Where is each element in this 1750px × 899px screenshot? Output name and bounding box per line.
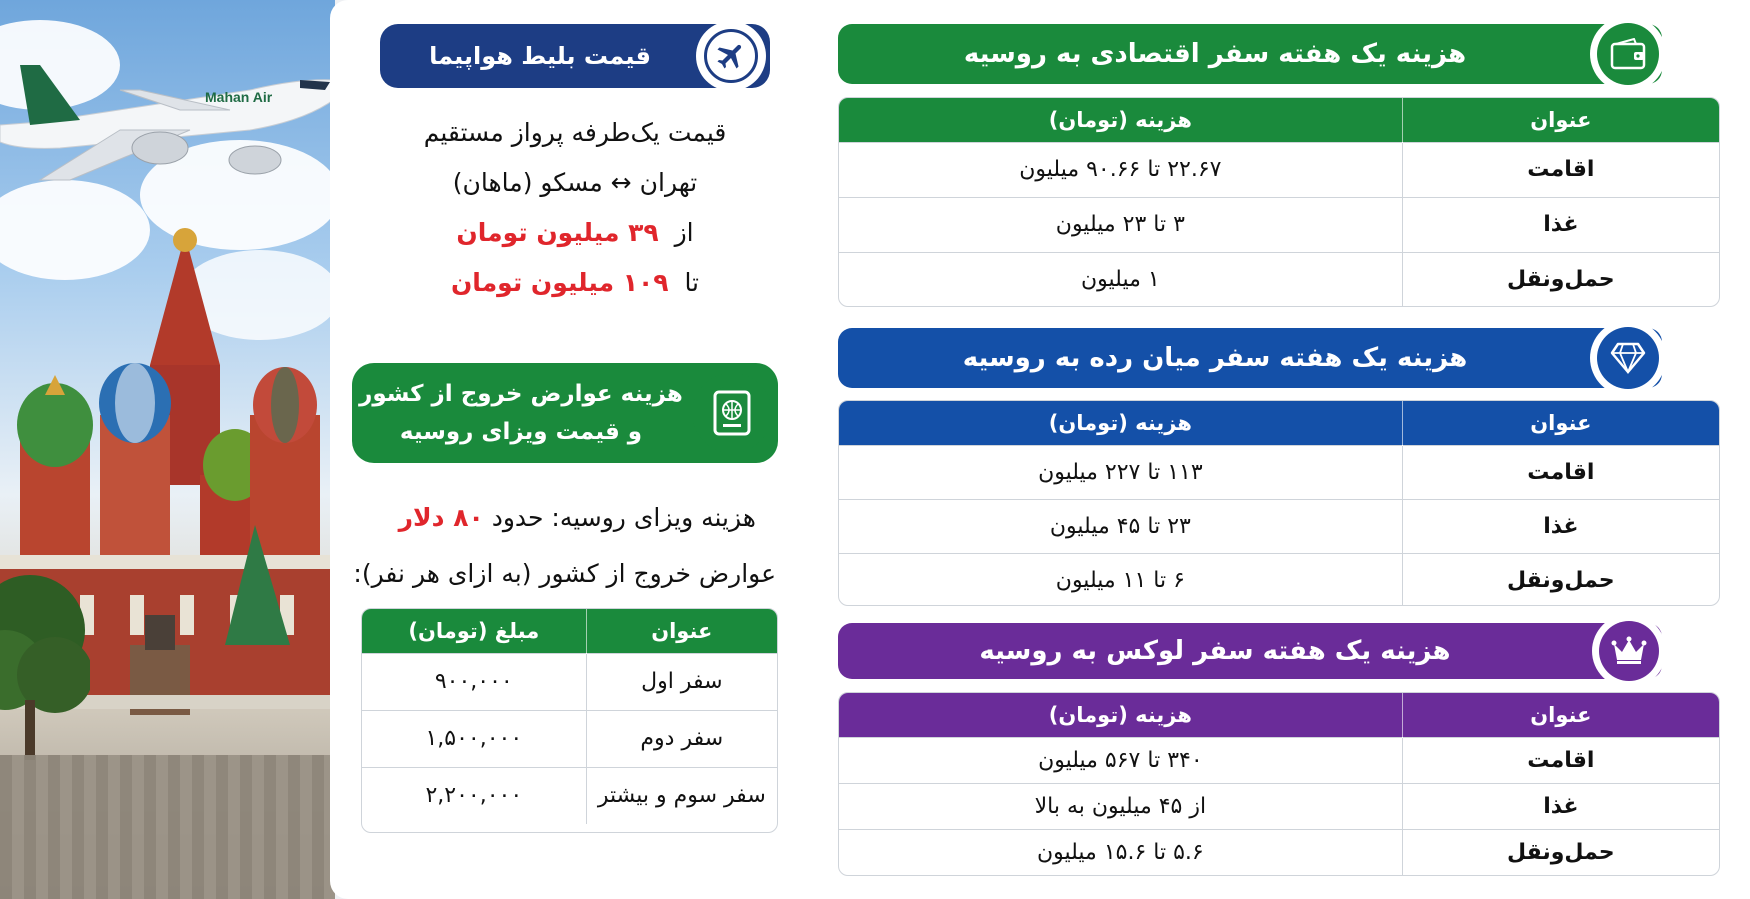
table-row xyxy=(839,142,1719,197)
paving xyxy=(0,755,335,899)
midrange-row-cost: ۶ تا ۱۱ میلیون xyxy=(839,553,1402,606)
exit-fee-text: عوارض خروج از کشور (به ازای هر نفر): xyxy=(353,559,776,588)
luxury-row-title: غذا xyxy=(1402,783,1719,829)
luxury-title: هزینه یک هفته سفر لوکس به روسیه xyxy=(979,636,1451,666)
luxury-icon-badge xyxy=(1592,614,1666,688)
exit-row-title: سفر سوم و بیشتر xyxy=(586,767,777,824)
plane-livery: Mahan Air xyxy=(205,89,273,105)
exit-row-amount: ۱,۵۰۰,۰۰۰ xyxy=(362,710,586,767)
diamond-icon xyxy=(1610,342,1646,374)
airplane-icon xyxy=(714,39,748,73)
table-row xyxy=(362,653,777,710)
exit-row-amount: ۲,۲۰۰,۰۰۰ xyxy=(362,767,586,824)
economy-row-title: حمل‌ونقل xyxy=(1402,252,1719,307)
table-row xyxy=(839,445,1719,499)
midrange-col-cost: هزینه (تومان) xyxy=(1048,410,1192,435)
visa-price-line xyxy=(352,490,778,546)
economy-row-cost: ۲۲.۶۷ تا ۹۰.۶۶ میلیون xyxy=(839,142,1402,197)
economy-table xyxy=(838,97,1720,307)
economy-icon-badge xyxy=(1590,16,1666,92)
midrange-table xyxy=(838,400,1720,606)
flight-price-header xyxy=(380,24,770,88)
economy-row-cost: ۱ میلیون xyxy=(839,252,1402,307)
tree-image xyxy=(0,560,90,760)
economy-row-title: غذا xyxy=(1402,197,1719,252)
midrange-row-title: اقامت xyxy=(1402,445,1719,499)
midrange-row-title: غذا xyxy=(1402,499,1719,553)
moscow-photo xyxy=(0,0,335,899)
flight-to-value: ۱۰۹ میلیون تومان xyxy=(450,268,669,297)
flight-from xyxy=(380,208,770,258)
flight-info xyxy=(380,108,770,308)
table-row xyxy=(839,783,1719,829)
midrange-row-cost: ۱۱۳ تا ۲۲۷ میلیون xyxy=(839,445,1402,499)
table-row xyxy=(839,252,1719,307)
flight-from-value: ۳۹ میلیون تومان xyxy=(456,218,659,247)
luxury-header xyxy=(838,623,1662,679)
luxury-row-title: حمل‌ونقل xyxy=(1402,829,1719,875)
economy-col-title: عنوان xyxy=(1402,98,1719,142)
exit-col-amount: مبلغ (تومان) xyxy=(408,618,540,643)
visa-header xyxy=(352,363,778,463)
flight-icon-badge xyxy=(696,21,766,91)
economy-row-cost: ۳ تا ۲۳ میلیون xyxy=(839,197,1402,252)
table-row xyxy=(839,499,1719,553)
midrange-row-title: حمل‌ونقل xyxy=(1402,553,1719,606)
luxury-row-cost: ۵.۶ تا ۱۵.۶ میلیون xyxy=(839,829,1402,875)
visa-icon-badge xyxy=(692,373,772,453)
table-row xyxy=(839,553,1719,606)
flight-line-1: قیمت یک‌طرفه پرواز مستقیم xyxy=(423,118,727,147)
visa-title-2: و قیمت ویزای روسیه xyxy=(399,419,643,445)
luxury-table xyxy=(838,692,1720,876)
exit-col-title: عنوان xyxy=(586,609,777,653)
exit-row-amount: ۹۰۰,۰۰۰ xyxy=(362,653,586,710)
exit-row-title: سفر اول xyxy=(586,653,777,710)
economy-col-cost: هزینه (تومان) xyxy=(1048,107,1192,132)
visa-info xyxy=(352,490,778,602)
midrange-icon-badge xyxy=(1590,320,1666,396)
midrange-title: هزینه یک هفته سفر میان رده به روسیه xyxy=(962,343,1468,373)
economy-header xyxy=(838,24,1662,84)
economy-row-title: اقامت xyxy=(1402,142,1719,197)
flight-line-2: تهران ↔ مسکو (ماهان) xyxy=(452,168,698,197)
table-row xyxy=(839,737,1719,783)
midrange-col-title: عنوان xyxy=(1402,401,1719,445)
table-row xyxy=(839,829,1719,875)
luxury-row-cost: از ۴۵ میلیون به بالا xyxy=(839,783,1402,829)
flight-to-prefix: تا xyxy=(684,268,700,297)
visa-price-value: ۸۰ دلار xyxy=(398,503,484,532)
luxury-row-cost: ۳۴۰ تا ۵۶۷ میلیون xyxy=(839,737,1402,783)
airplane-image xyxy=(0,30,335,190)
flight-from-prefix: از xyxy=(674,218,694,247)
crown-icon xyxy=(1611,636,1647,666)
table-row xyxy=(362,710,777,767)
midrange-row-cost: ۲۳ تا ۴۵ میلیون xyxy=(839,499,1402,553)
luxury-row-title: اقامت xyxy=(1402,737,1719,783)
luxury-col-cost: هزینه (تومان) xyxy=(1048,702,1192,727)
passport-icon xyxy=(713,390,751,436)
exit-fee-table xyxy=(361,608,778,833)
table-row xyxy=(362,767,777,824)
exit-row-title: سفر دوم xyxy=(586,710,777,767)
table-row xyxy=(839,197,1719,252)
flight-to xyxy=(380,258,770,308)
visa-title-1: هزینه عوارض خروج از کشور xyxy=(359,381,683,407)
wallet-icon xyxy=(1610,38,1646,70)
visa-price-text: هزینه ویزای روسیه: حدود xyxy=(491,503,756,532)
flight-price-title: قیمت بلیط هواپیما xyxy=(429,42,651,70)
luxury-col-title: عنوان xyxy=(1402,693,1719,737)
economy-title: هزینه یک هفته سفر اقتصادی به روسیه xyxy=(963,39,1467,69)
midrange-header xyxy=(838,328,1662,388)
